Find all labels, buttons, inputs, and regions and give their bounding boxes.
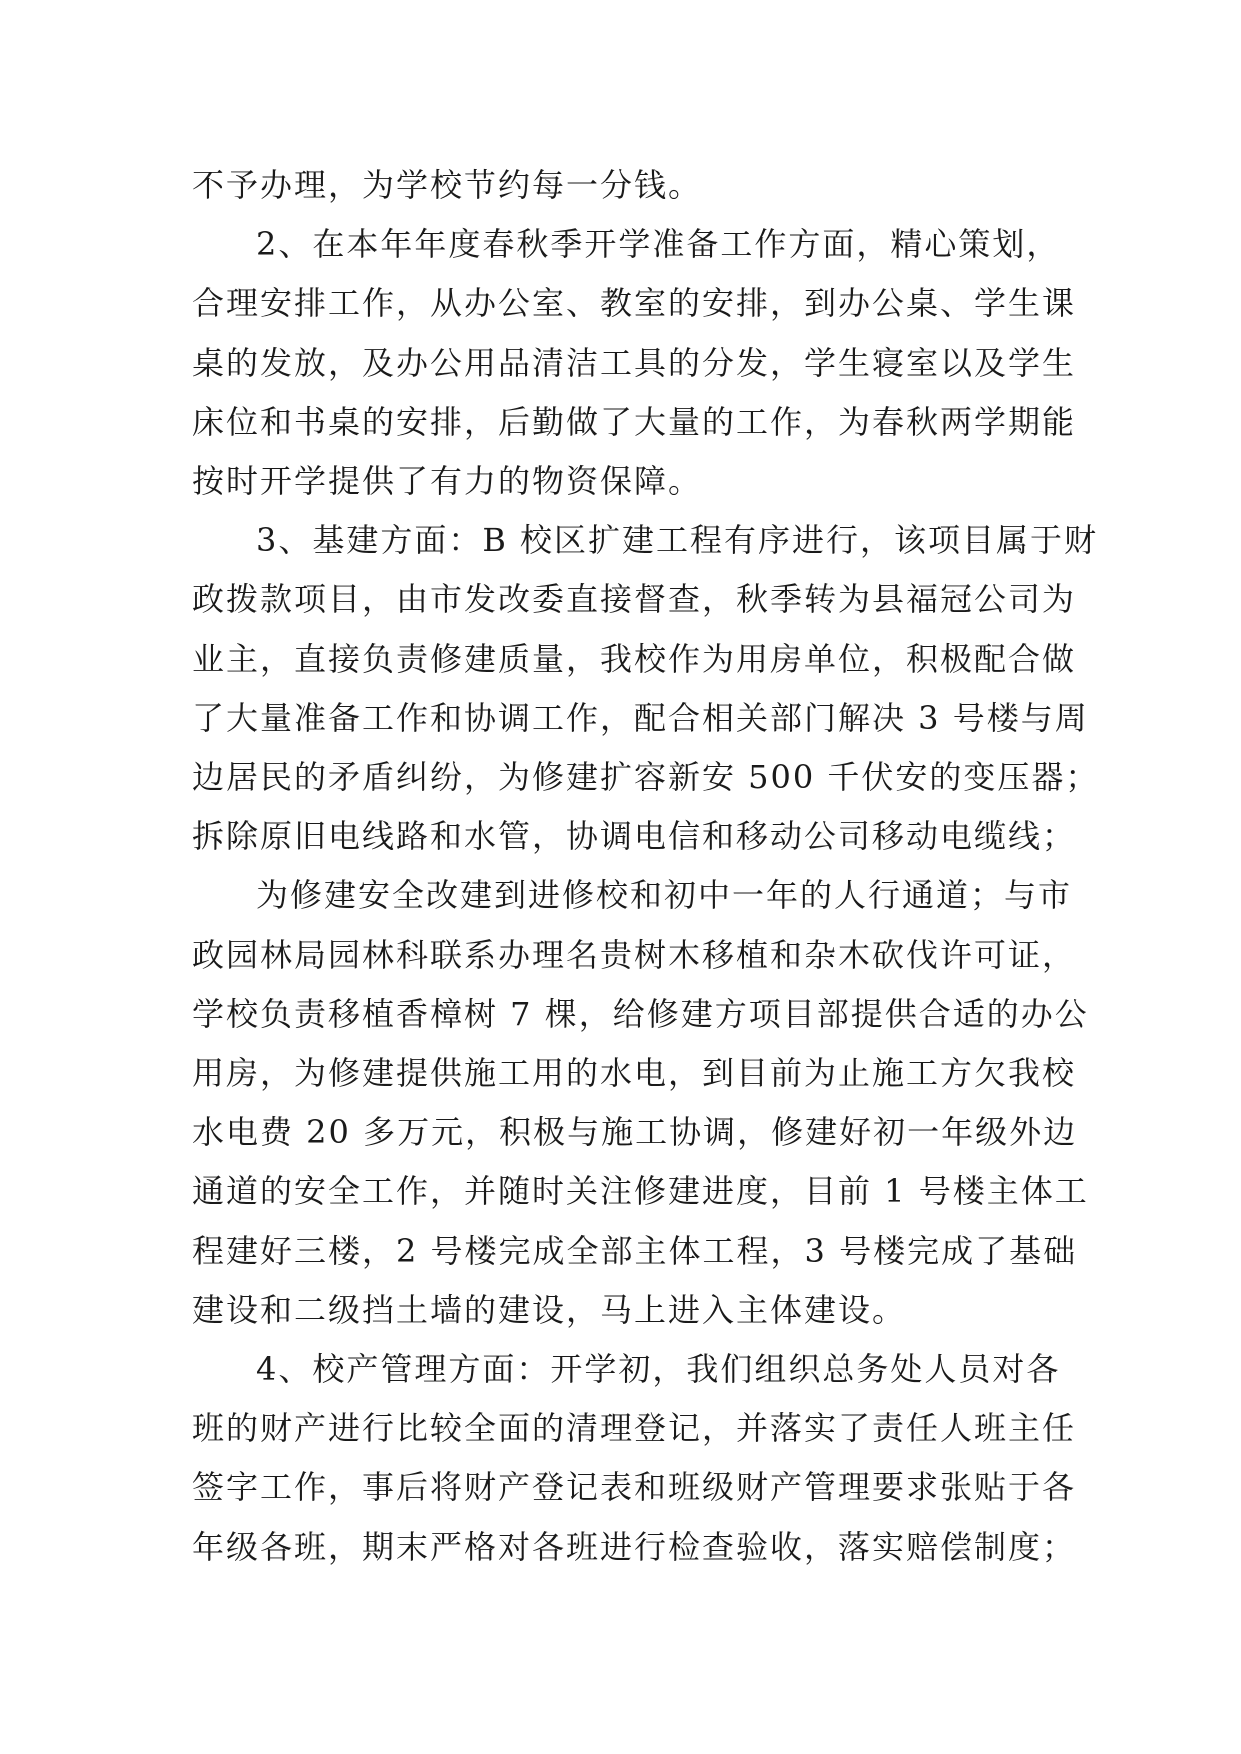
text-line: 政园林局园林科联系办理名贵树木移植和杂木砍伐许可证， bbox=[192, 935, 1077, 974]
paragraph bbox=[192, 156, 1052, 215]
text-line: 业主，直接负责修建质量，我校作为用房单位，积极配合做 bbox=[192, 639, 1077, 678]
text-line: 了大量准备工作和协调工作，配合相关部门解决 3 号楼与周 bbox=[192, 698, 1089, 737]
text-line: 班的财产进行比较全面的清理登记，并落实了责任人班主任 bbox=[192, 1409, 1077, 1448]
text-line: 合理安排工作，从办公室、教室的安排，到办公桌、学生课 bbox=[192, 284, 1077, 323]
text-line: 床位和书桌的安排，后勤做了大量的工作，为春秋两学期能 bbox=[192, 402, 1077, 441]
text-line: 拆除原旧电线路和水管，协调电信和移动公司移动电缆线； bbox=[192, 817, 1077, 856]
text-line: 2、在本年年度春秋季开学准备工作方面，精心策划， bbox=[256, 225, 1061, 264]
text-line: 4、校产管理方面：开学初，我们组织总务处人员对各 bbox=[256, 1350, 1061, 1389]
paragraph bbox=[192, 511, 1100, 866]
text-line: 用房，为修建提供施工用的水电，到目前为止施工方欠我校 bbox=[192, 1054, 1077, 1093]
text-line: 学校负责移植香樟树 7 棵，给修建方项目部提供合适的办公 bbox=[192, 994, 1089, 1033]
text-line: 年级各班，期末严格对各班进行检查验收，落实赔偿制度； bbox=[192, 1527, 1077, 1566]
text-line: 政拨款项目，由市发改委直接督查，秋季转为县福冠公司为 bbox=[192, 580, 1077, 619]
paragraph bbox=[192, 866, 1089, 1340]
text-line: 边居民的矛盾纠纷，为修建扩容新安 500 千伏安的变压器； bbox=[192, 758, 1100, 797]
text-line: 签字工作，事后将财产登记表和班级财产管理要求张贴于各 bbox=[192, 1468, 1077, 1507]
text-line: 建设和二级挡土墙的建设，马上进入主体建设。 bbox=[192, 1290, 907, 1329]
text-line: 程建好三楼，2 号楼完成全部主体工程，3 号楼完成了基础 bbox=[192, 1231, 1078, 1270]
paragraph bbox=[192, 1340, 1077, 1577]
paragraph bbox=[192, 215, 1077, 511]
text-line: 不予办理，为学校节约每一分钱。 bbox=[192, 166, 703, 204]
text-line: 通道的安全工作，并随时关注修建进度，目前 1 号楼主体工 bbox=[192, 1172, 1089, 1211]
text-line: 桌的发放，及办公用品清洁工具的分发，学生寝室以及学生 bbox=[192, 343, 1077, 382]
text-line: 按时开学提供了有力的物资保障。 bbox=[192, 462, 703, 501]
document-body bbox=[192, 156, 1100, 1577]
text-line: 为修建安全改建到进修校和初中一年的人行通道；与市 bbox=[256, 876, 1073, 915]
text-line: 水电费 20 多万元，积极与施工协调，修建好初一年级外边 bbox=[192, 1113, 1078, 1152]
text-line: 3、基建方面：B 校区扩建工程有序进行，该项目属于财 bbox=[256, 521, 1099, 560]
